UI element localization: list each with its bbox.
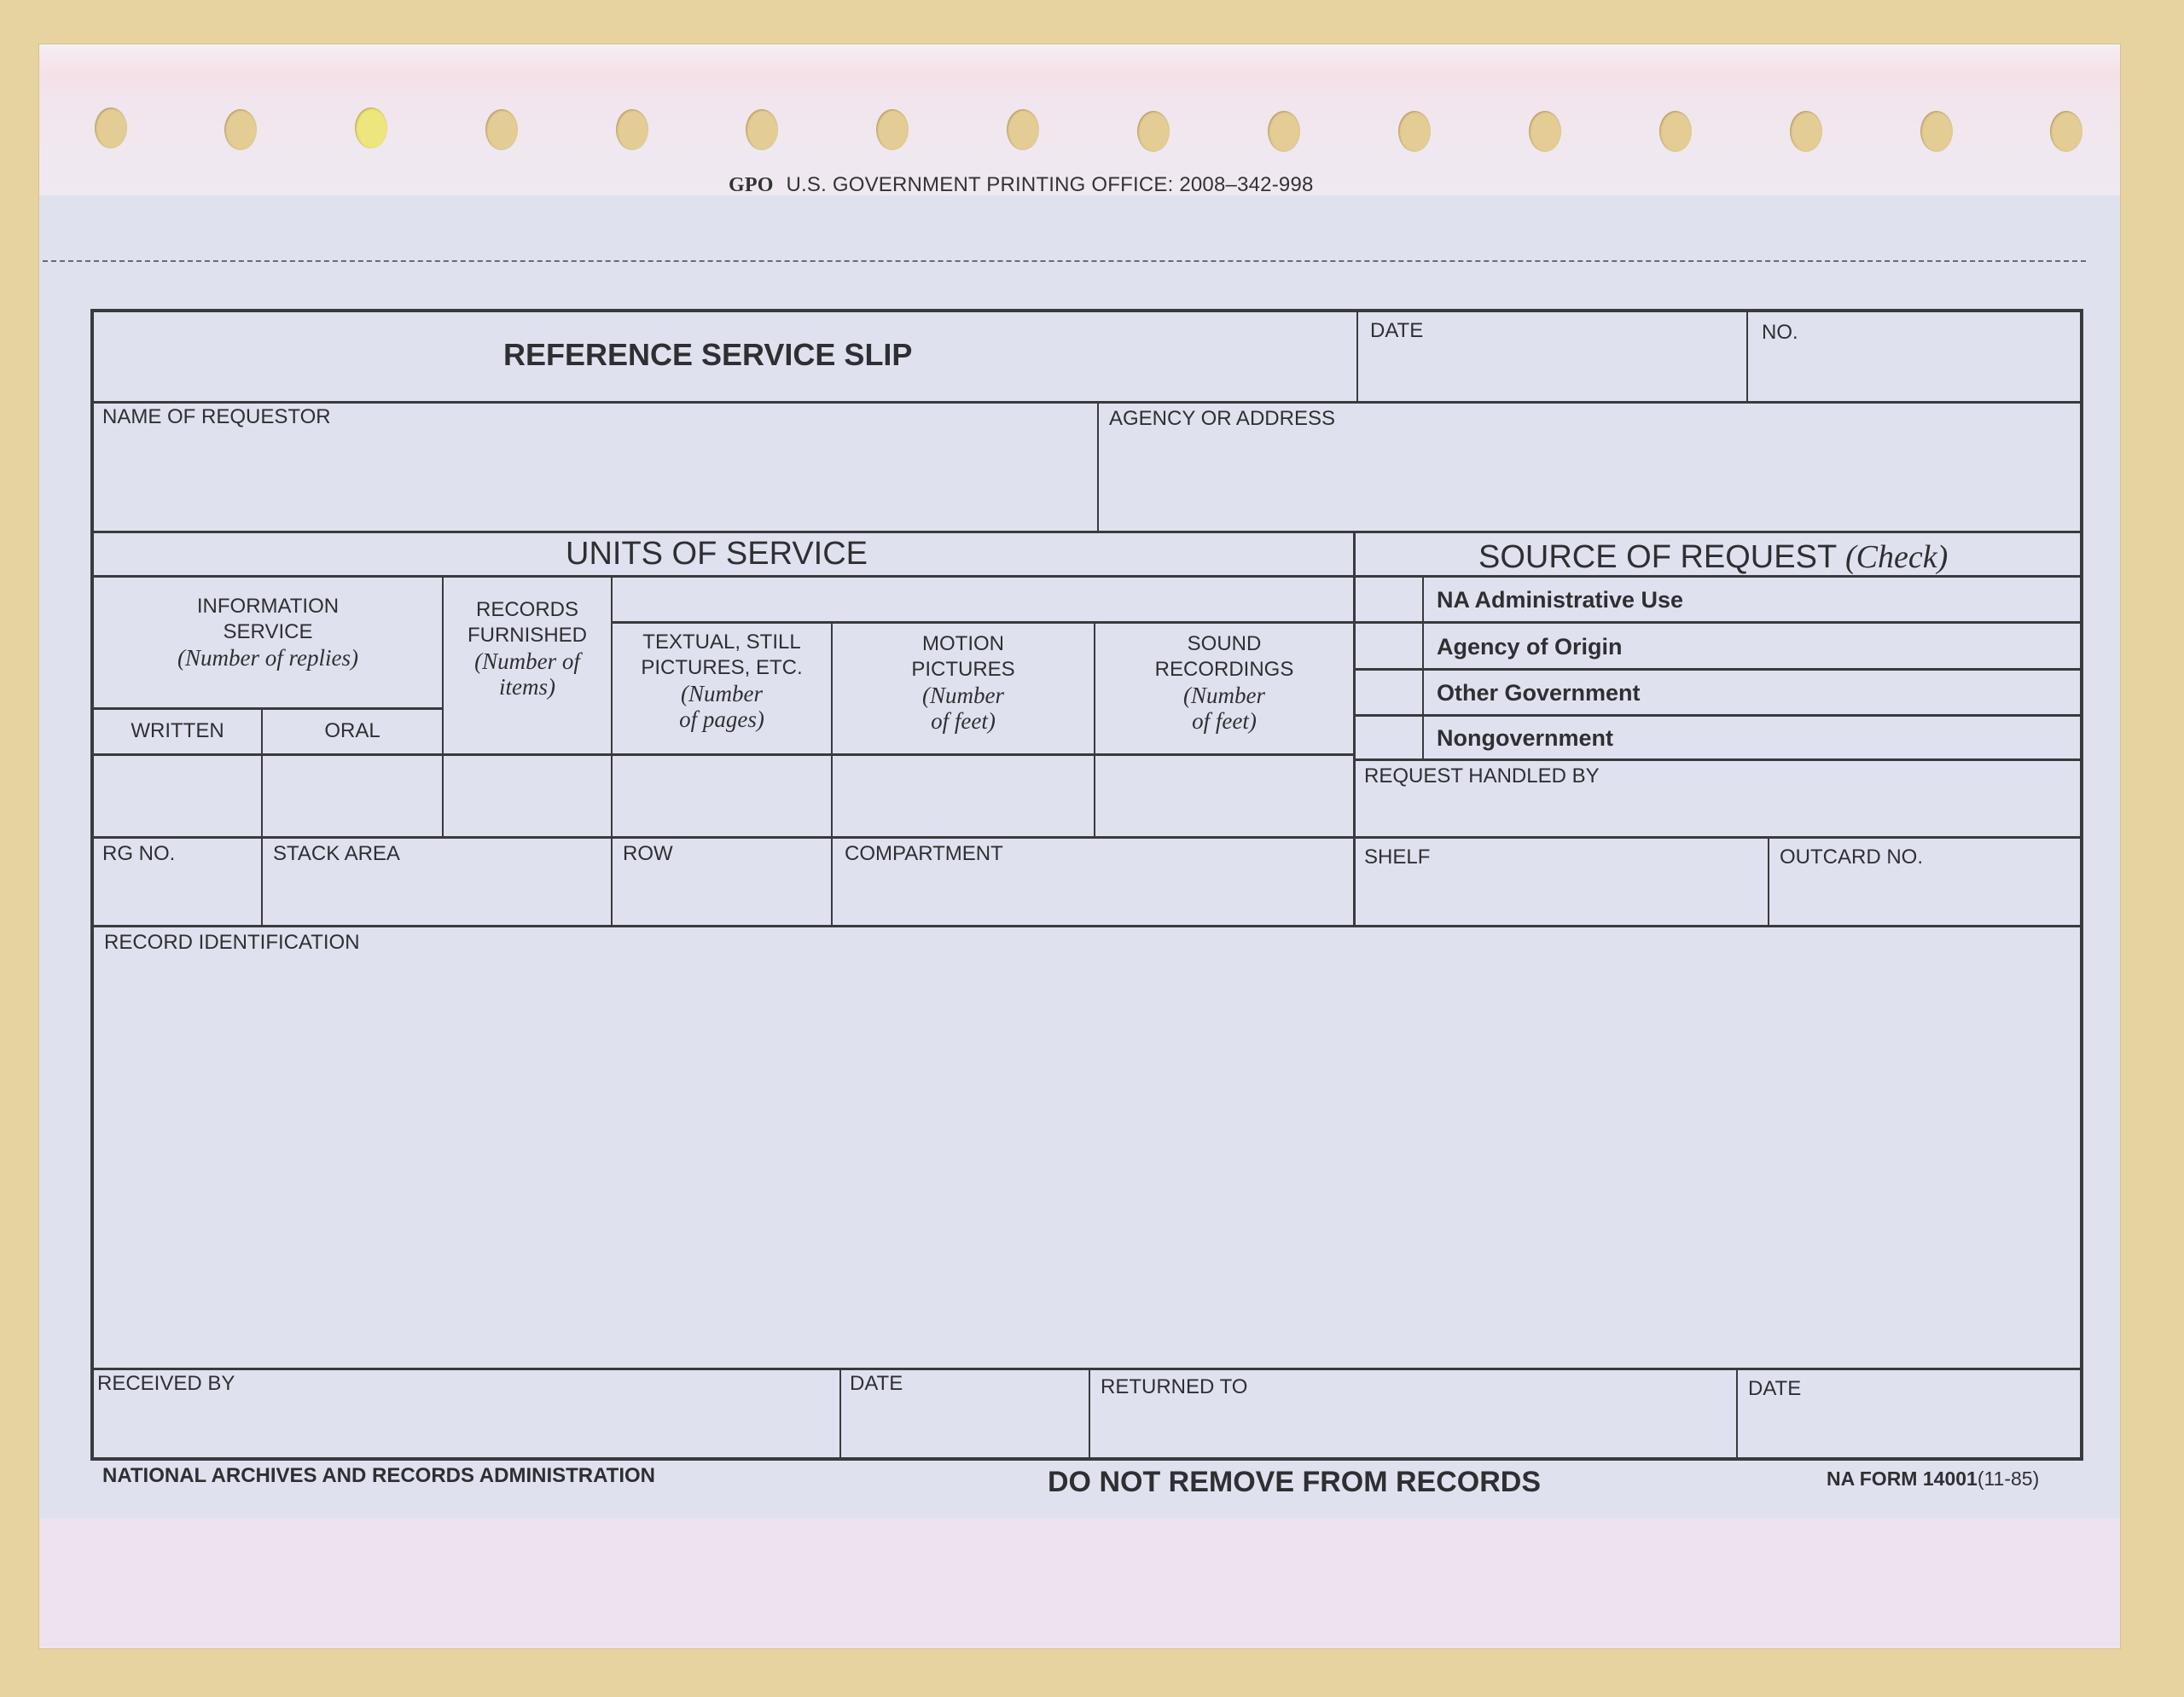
written-header: WRITTEN: [131, 719, 224, 742]
textual-pages-field[interactable]: [613, 756, 831, 836]
oral-count-field[interactable]: [263, 756, 442, 836]
sprocket-hole-icon: [876, 109, 909, 150]
agency-or-address-field[interactable]: [1099, 404, 2080, 531]
sprocket-hole-icon: [1659, 111, 1692, 152]
received-date-field[interactable]: [841, 1370, 1089, 1457]
form-border: [90, 1457, 2083, 1461]
request-handled-by-field[interactable]: [1356, 761, 2080, 836]
form-number: NA FORM 14001(11-85): [1827, 1467, 2040, 1490]
textual-header: TEXTUAL, STILL PICTURES, ETC. (Number of pages): [641, 631, 803, 732]
records-furnished-count-field[interactable]: [444, 756, 611, 836]
sprocket-hole-icon: [1137, 111, 1170, 152]
source-option-label: Nongovernment: [1437, 725, 1614, 751]
sprocket-hole-icon: [1398, 111, 1431, 152]
written-count-field[interactable]: [94, 756, 261, 836]
source-option-label: Other Government: [1437, 680, 1641, 706]
checkbox[interactable]: [1356, 717, 1422, 758]
divider: [612, 621, 1354, 624]
returned-date-label: DATE: [1748, 1377, 1802, 1400]
sprocket-hole-icon: [1920, 111, 1953, 152]
source-option-na-administrative-use[interactable]: [1356, 578, 2080, 621]
records-furnished-header: RECORDS FURNISHED (Number of items): [467, 598, 587, 700]
do-not-remove-warning: DO NOT REMOVE FROM RECORDS: [1048, 1466, 1542, 1498]
source-of-request-note: (Check): [1845, 539, 1949, 575]
date-field[interactable]: [1358, 312, 1746, 401]
sprocket-hole-icon: [746, 109, 778, 150]
returned-to-field[interactable]: [1090, 1370, 1736, 1457]
checkbox[interactable]: [1356, 671, 1422, 714]
units-of-service-heading: UNITS OF SERVICE: [566, 536, 868, 572]
divider: [92, 707, 442, 710]
sprocket-hole-icon: [1007, 109, 1039, 150]
source-option-agency-of-origin[interactable]: [1356, 624, 2080, 668]
source-option-nongovernment[interactable]: [1356, 717, 2080, 758]
rg-no-field[interactable]: [94, 839, 261, 925]
source-of-request-heading: SOURCE OF REQUEST (Check): [1478, 539, 1949, 575]
sprocket-hole-icon: [616, 109, 648, 150]
compartment-label: COMPARTMENT: [845, 842, 1003, 865]
shelf-field[interactable]: [1356, 839, 1768, 925]
source-option-label: NA Administrative Use: [1437, 587, 1684, 613]
sprocket-hole-icon: [485, 109, 518, 150]
checkbox[interactable]: [1356, 624, 1422, 668]
record-identification-label: RECORD IDENTIFICATION: [104, 931, 360, 954]
sprocket-hole-icon: [2050, 111, 2082, 152]
sprocket-hole-icon: [1790, 111, 1822, 152]
number-label: NO.: [1762, 321, 1798, 344]
row-field[interactable]: [613, 839, 831, 925]
sprocket-hole-icon: [1529, 111, 1561, 152]
returned-to-label: RETURNED TO: [1101, 1375, 1248, 1398]
rg-no-label: RG NO.: [102, 842, 176, 865]
agency-footer: NATIONAL ARCHIVES AND RECORDS ADMINISTRATION: [102, 1464, 655, 1487]
received-by-label: RECEIVED BY: [97, 1372, 235, 1395]
sprocket-hole-icon: [224, 109, 257, 150]
row-label: ROW: [623, 842, 673, 865]
stack-area-field[interactable]: [263, 839, 611, 925]
received-date-label: DATE: [850, 1372, 903, 1395]
printer-line: [729, 173, 1314, 197]
received-by-field[interactable]: [94, 1370, 839, 1457]
shelf-label: SHELF: [1364, 846, 1431, 869]
printer-line-text: U.S. GOVERNMENT PRINTING OFFICE: 2008–342-998: [786, 173, 1314, 196]
agency-or-address-label: AGENCY OR ADDRESS: [1109, 407, 1335, 430]
outcard-no-label: OUTCARD NO.: [1780, 846, 1923, 869]
source-option-label: Agency of Origin: [1437, 634, 1623, 660]
motion-pictures-header: MOTION PICTURES (Number of feet): [911, 632, 1015, 734]
oral-header: ORAL: [324, 719, 380, 742]
record-identification-field[interactable]: [94, 927, 2080, 1368]
number-field[interactable]: [1748, 312, 2080, 401]
gpo-logo-icon: GPO: [729, 174, 774, 196]
sprocket-hole-icon: [95, 108, 127, 148]
information-service-header: INFORMATION SERVICE (Number of replies): [177, 595, 358, 671]
compartment-field[interactable]: [833, 839, 1353, 925]
date-label: DATE: [1370, 319, 1424, 342]
divider: [92, 531, 2082, 533]
form-title: REFERENCE SERVICE SLIP: [503, 337, 913, 372]
motion-pictures-feet-field[interactable]: [833, 756, 1094, 836]
outcard-no-field[interactable]: [1769, 839, 2080, 925]
sprocket-hole-icon: [1268, 111, 1300, 152]
stack-area-label: STACK AREA: [273, 842, 400, 865]
pink-carbon-strip-bottom: [39, 1519, 2120, 1648]
request-handled-by-label: REQUEST HANDLED BY: [1364, 764, 1600, 787]
sound-recordings-feet-field[interactable]: [1095, 756, 1353, 836]
sprocket-hole-icon: [355, 108, 387, 148]
name-of-requestor-field[interactable]: [94, 404, 1097, 531]
form-border: [2080, 312, 2083, 1461]
returned-date-field[interactable]: [1738, 1370, 2080, 1457]
source-option-other-government[interactable]: [1356, 671, 2080, 714]
tear-line-divider: [43, 260, 2086, 262]
checkbox[interactable]: [1356, 578, 1422, 621]
name-of-requestor-label: NAME OF REQUESTOR: [102, 405, 331, 428]
sound-recordings-header: SOUND RECORDINGS (Number of feet): [1154, 632, 1294, 734]
